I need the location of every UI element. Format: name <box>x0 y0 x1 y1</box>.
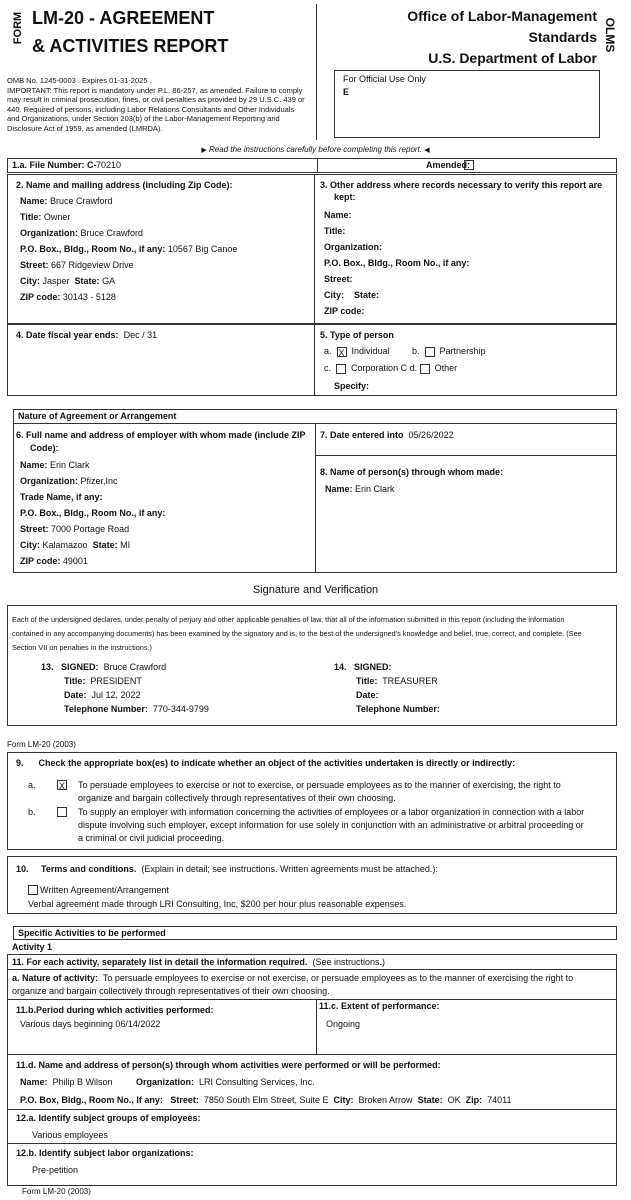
item9-b-checkbox[interactable] <box>57 807 67 817</box>
item2-heading: 2. Name and mailing address (including Zip Code): <box>16 180 233 190</box>
item2-city-state: City: Jasper State: GA <box>20 276 116 286</box>
signed-14-title: Title: TREASURER <box>356 676 438 686</box>
arrow-left-icon: ◀ <box>424 147 430 154</box>
item3-heading-line2: kept: <box>334 192 356 202</box>
nature-divider <box>315 423 316 572</box>
signature-heading: Signature and Verification <box>252 584 379 596</box>
official-use-box <box>334 70 600 138</box>
item5-specify: Specify: <box>334 381 370 391</box>
declaration-line1: Each of the undersigned declares, under penalty of perjury and other applicable penalties of law, that all of the information submitted in this report (including the information <box>12 615 565 624</box>
item8-name: Name: Erin Clark <box>325 484 395 494</box>
item9-b-line3: a criminal or civil judicial proceeding. <box>78 833 225 843</box>
item11a-divider <box>8 999 616 1000</box>
form-title-line1: LM-20 - AGREEMENT <box>32 8 215 28</box>
item3-title: Title: <box>324 226 346 236</box>
specific-heading-box <box>13 926 617 940</box>
amended-checkbox[interactable] <box>464 160 474 170</box>
item11b-label: 11.b.Period during which activities performed: <box>16 1005 214 1015</box>
item7-date: 7. Date entered into 05/26/2022 <box>320 430 454 440</box>
item9-a-letter: a. <box>28 780 36 790</box>
nature-section <box>13 409 617 573</box>
signed-14-date: Date: <box>356 690 379 700</box>
item11a-line1: a. Nature of activity: To persuade employees to exercise or not exercise, or persuade employees as to the manner of exercising the right to <box>12 973 574 983</box>
item9-heading: 9. Check the appropriate box(es) to indicate whether an object of the activities undertaken is directly or indirectly: <box>16 758 516 768</box>
item7-divider <box>315 455 616 456</box>
item11-heading: 11. For each activity, separately list in detail the information required. (See instructions.) <box>12 957 385 967</box>
item12b-value: Pre-petition <box>32 1165 79 1175</box>
signature-section <box>7 605 617 726</box>
item6-street: Street: 7000 Portage Road <box>20 524 130 534</box>
written-agreement-label: Written Agreement/Arrangement <box>40 885 169 895</box>
item3-street: Street: <box>324 274 353 284</box>
item2-zip: ZIP code: 30143 - 5128 <box>20 292 116 302</box>
item9-a-checkbox[interactable]: X <box>58 781 65 791</box>
item3-name: Name: <box>324 210 352 220</box>
item9-a-line1: To persuade employees to exercise or not to exercise, or persuade employees as to the manner of exercising, the right to <box>78 780 561 790</box>
item12a-divider <box>8 1143 616 1144</box>
partnership-checkbox[interactable] <box>425 347 435 357</box>
amended-label: Amended: <box>426 160 471 170</box>
official-use-label: For Official Use Only <box>343 74 426 84</box>
individual-checkbox[interactable]: X <box>338 347 345 358</box>
arrow-right-icon: ▶ <box>201 147 207 154</box>
item12a-value: Various employees <box>32 1130 108 1140</box>
item6-po: P.O. Box., Bldg., Room No., if any: <box>20 508 166 518</box>
item11b-value: Various days beginning 06/14/2022 <box>20 1019 161 1029</box>
item11a-line2: organize and bargain collectively through representatives of their own choosing. <box>12 986 330 996</box>
item8-heading: 8. Name of person(s) through whom made: <box>320 467 504 477</box>
item12a-label: 12.a. Identify subject groups of employees: <box>16 1113 201 1123</box>
item2-title: Title: Owner <box>20 212 71 222</box>
item6-name: Name: Erin Clark <box>20 460 90 470</box>
office-line1: Office of Labor-Management <box>407 8 597 24</box>
file-number-value: 70210 <box>96 160 122 170</box>
item2-org: Organization: Bruce Crawford <box>20 228 144 238</box>
verbal-agreement-text: Verbal agreement made through LRI Consulting, Inc, $200 per hour plus reasonable expenses. <box>28 899 407 909</box>
item6-zip: ZIP code: 49001 <box>20 556 88 566</box>
item9-b-line1: To supply an employer with information concerning the activities of employees or a labor organization in connection with a labor <box>78 807 585 817</box>
signed-14-phone: Telephone Number: <box>356 704 440 714</box>
item11c-value: Ongoing <box>326 1019 361 1029</box>
item5-option-a: a. X Individual <box>324 346 390 358</box>
item2-street: Street: 667 Ridgeview Drive <box>20 260 134 270</box>
item3-zip: ZIP code: <box>324 306 365 316</box>
item11-divider <box>8 969 616 970</box>
item9-b-letter: b. <box>28 807 36 817</box>
item11d-divider <box>8 1109 616 1110</box>
fiscal-divider <box>314 325 315 395</box>
office-line2: Standards <box>528 29 597 45</box>
signed-13: 13. SIGNED: Bruce Crawford <box>41 662 167 672</box>
fiscal-type-section <box>7 324 617 396</box>
signed-13-title: Title: PRESIDENT <box>64 676 142 686</box>
item2-name: Name: Bruce Crawford <box>20 196 113 206</box>
other-checkbox[interactable] <box>420 364 430 374</box>
item3-heading-line1: 3. Other address where records necessary to verify this report are <box>320 180 603 190</box>
item6-org: Organization: Pfizer,Inc <box>20 476 118 486</box>
footer-form-1: Form LM-20 (2003) <box>7 740 76 749</box>
item9-section <box>7 752 617 850</box>
item6-heading-line2: Code): <box>30 443 59 453</box>
item11c-label: 11.c. Extent of performance: <box>319 1001 440 1011</box>
item3-po: P.O. Box., Bldg., Room No., if any: <box>324 258 470 268</box>
item11d-label: 11.d. Name and address of person(s) through whom activities were performed or will be performed: <box>16 1060 441 1070</box>
omb-number: OMB No. 1245-0003 . Expires 01-31-2025 . <box>7 76 152 85</box>
item6-trade: Trade Name, if any: <box>20 492 103 502</box>
item12b-label: 12.b. Identify subject labor organizations: <box>16 1148 194 1158</box>
specific-heading: Specific Activities to be performed <box>18 928 166 938</box>
office-line3: U.S. Department of Labor <box>428 50 597 66</box>
activity-number: Activity 1 <box>12 942 53 952</box>
item10-heading: 10. Terms and conditions. (Explain in detail; see instructions. Written agreements must be attached.): <box>16 864 438 874</box>
item11bc-divider <box>316 999 317 1054</box>
item5-heading: 5. Type of person <box>320 330 394 340</box>
olms-vertical-label: OLMS <box>603 17 617 53</box>
written-agreement-checkbox[interactable] <box>28 885 38 895</box>
item6-heading-line1: 6. Full name and address of employer with whom made (include ZIP <box>16 430 306 440</box>
item11bc-bottom <box>8 1054 616 1055</box>
item10-section <box>7 856 617 914</box>
nature-heading: Nature of Agreement or Arrangement <box>18 411 177 421</box>
item5-option-b: b. Partnership <box>412 346 486 356</box>
item11d-name: Name: Philip B Wilson <box>20 1077 113 1087</box>
form-vertical-label: FORM <box>12 11 24 45</box>
official-use-value: E <box>343 87 350 97</box>
item11d-address: P.O. Box, Bldg., Room No., If any: Street: 7850 South Elm Street, Suite E City: Broken Arrow State: OK Zip: 74011 <box>20 1095 512 1105</box>
signed-13-phone: Telephone Number: 770-344-9799 <box>64 704 209 714</box>
item4-fiscal-year: 4. Date fiscal year ends: Dec / 31 <box>16 330 158 340</box>
file-row-divider <box>317 159 318 172</box>
corporation-checkbox[interactable] <box>336 364 346 374</box>
important-notice: IMPORTANT: This report is mandatory under P.L. 86-257, as amended. Failure to comply may result in criminal prosecution, fines, or civil penalties as provided by 29 U.S.C. 439 or 440. Required of persons, including Labor Relations Consultants and Other Individuals and Organizations, under Section 203(b) of the Labor-Management Reporting and Disclosure Act of 1959, as amended (LMRDA). <box>7 86 305 133</box>
item11d-org: Organization: LRI Consulting Services, Inc. <box>136 1077 315 1087</box>
instructions-note: ▶ Read the instructions carefully before completing this report. ◀ <box>201 145 430 154</box>
item3-city-state: City: State: <box>324 290 380 300</box>
address-section <box>7 174 617 324</box>
footer-form-2: Form LM-20 (2003) <box>22 1187 91 1196</box>
signed-14: 14. SIGNED: <box>334 662 392 672</box>
file-number-label: 1.a. File Number: C- <box>12 160 97 170</box>
form-title-line2: & ACTIVITIES REPORT <box>32 36 229 56</box>
item9-b-line2: dispute involving such employer, except information for use solely in conjunction with an administrative or arbitral proceeding or <box>78 820 584 830</box>
declaration-line2: contained in any accompanying documents) has been examined by the signatory and is, to the best of the undersigned's knowledge and belief, true, correct, and complete. (See <box>12 629 582 638</box>
item3-org: Organization: <box>324 242 382 252</box>
signed-13-date: Date: Jul 12, 2022 <box>64 690 141 700</box>
address-divider <box>314 175 315 323</box>
header-divider <box>316 4 317 140</box>
item5-option-c: c. Corporation C d. Other <box>324 363 458 373</box>
declaration-line3: Section VII on penalties in the instructions.) <box>12 643 152 652</box>
item9-a-line2: organize and bargain collectively through representatives of their own choosing. <box>78 793 396 803</box>
file-number-row <box>7 158 617 173</box>
item2-po: P.O. Box., Bldg., Room No., if any: 10567 Big Canoe <box>20 244 238 254</box>
item6-city-state: City: Kalamazoo State: MI <box>20 540 131 550</box>
activity-section <box>7 954 617 1186</box>
